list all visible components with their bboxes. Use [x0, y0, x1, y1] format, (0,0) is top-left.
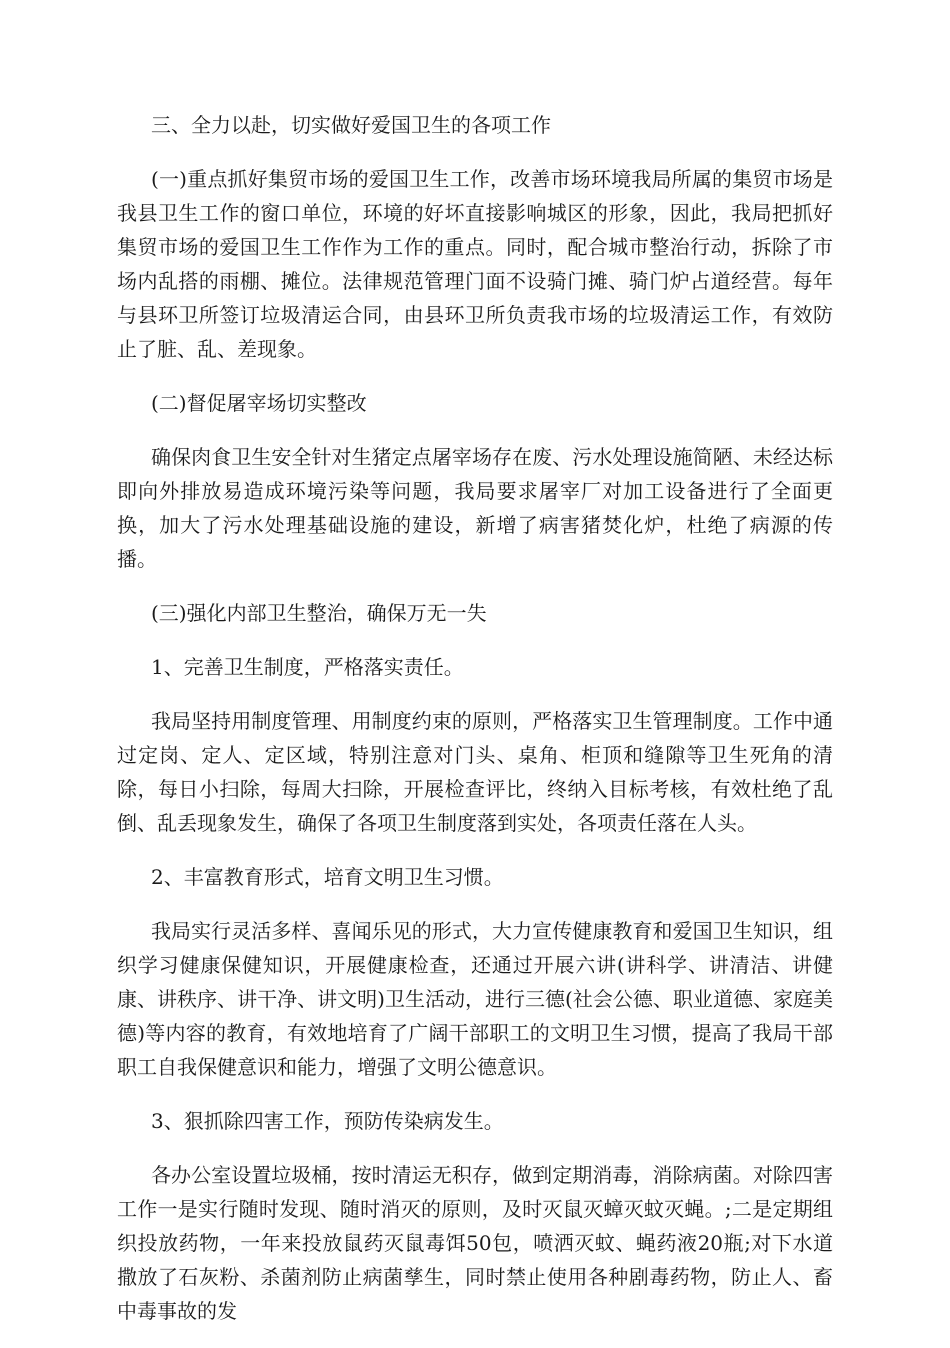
section-heading: 三、全力以赴，切实做好爱国卫生的各项工作 — [151, 113, 551, 137]
item-heading: 2、丰富教育形式，培育文明卫生习惯。 — [151, 865, 504, 889]
body-paragraph: 我局实行灵活多样、喜闻乐见的形式，大力宣传健康教育和爱国卫生知识，组织学习健康保健知识，开展健康检查，还通过开展六讲(讲科学、讲清洁、讲健康、讲秩序、讲干净、讲文明)卫生活动，进行三德(社会公德、职业道德、家庭美德)等内容的教育，有效地培育了广阔干部职工的文明卫生习惯，提高了我局干部职工自我保健意识和能力，增强了文明公德意识。 — [117, 919, 833, 1079]
subsection-heading: (二)督促屠宰场切实整改 — [151, 391, 367, 415]
item-heading: 3、狠抓除四害工作，预防传染病发生。 — [151, 1109, 504, 1133]
item-heading: 1、完善卫生制度，严格落实责任。 — [151, 655, 464, 679]
body-paragraph: 我局坚持用制度管理、用制度约束的原则，严格落实卫生管理制度。工作中通过定岗、定人、定区域，特别注意对门头、桌角、柜顶和缝隙等卫生死角的清除，每日小扫除，每周大扫除，开展检查评比，终纳入目标考核，有效杜绝了乱倒、乱丢现象发生，确保了各项卫生制度落到实处，各项责任落在人头。 — [117, 709, 833, 835]
document-body — [117, 108, 833, 1348]
body-paragraph: (一)重点抓好集贸市场的爱国卫生工作，改善市场环境我局所属的集贸市场是我县卫生工作的窗口单位，环境的好坏直接影响城区的形象，因此，我局把抓好集贸市场的爱国卫生工作作为工作的重点。同时，配合城市整治行动，拆除了市场内乱搭的雨棚、摊位。法律规范管理门面不设骑门摊、骑门炉占道经营。每年与县环卫所签订垃圾清运合同，由县环卫所负责我市场的垃圾清运工作，有效防止了脏、乱、差现象。 — [117, 167, 833, 361]
body-paragraph: 各办公室设置垃圾桶，按时清运无积存，做到定期消毒，消除病菌。对除四害工作一是实行随时发现、随时消灭的原则，及时灭鼠灭蟑灭蚊灭蝇。;二是定期组织投放药物，一年来投放鼠药灭鼠毒饵50包，喷洒灭蚊、蝇药液20瓶;对下水道撒放了石灰粉、杀菌剂防止病菌孳生，同时禁止使用各种剧毒药物，防止人、畜中毒事故的发 — [117, 1163, 833, 1323]
subsection-heading: (三)强化内部卫生整治，确保万无一失 — [151, 601, 487, 625]
body-paragraph: 确保肉食卫生安全针对生猪定点屠宰场存在废、污水处理设施简陋、未经达标即向外排放易造成环境污染等问题，我局要求屠宰厂对加工设备进行了全面更换，加大了污水处理基础设施的建设，新增了病害猪焚化炉，杜绝了病源的传播。 — [117, 445, 833, 571]
